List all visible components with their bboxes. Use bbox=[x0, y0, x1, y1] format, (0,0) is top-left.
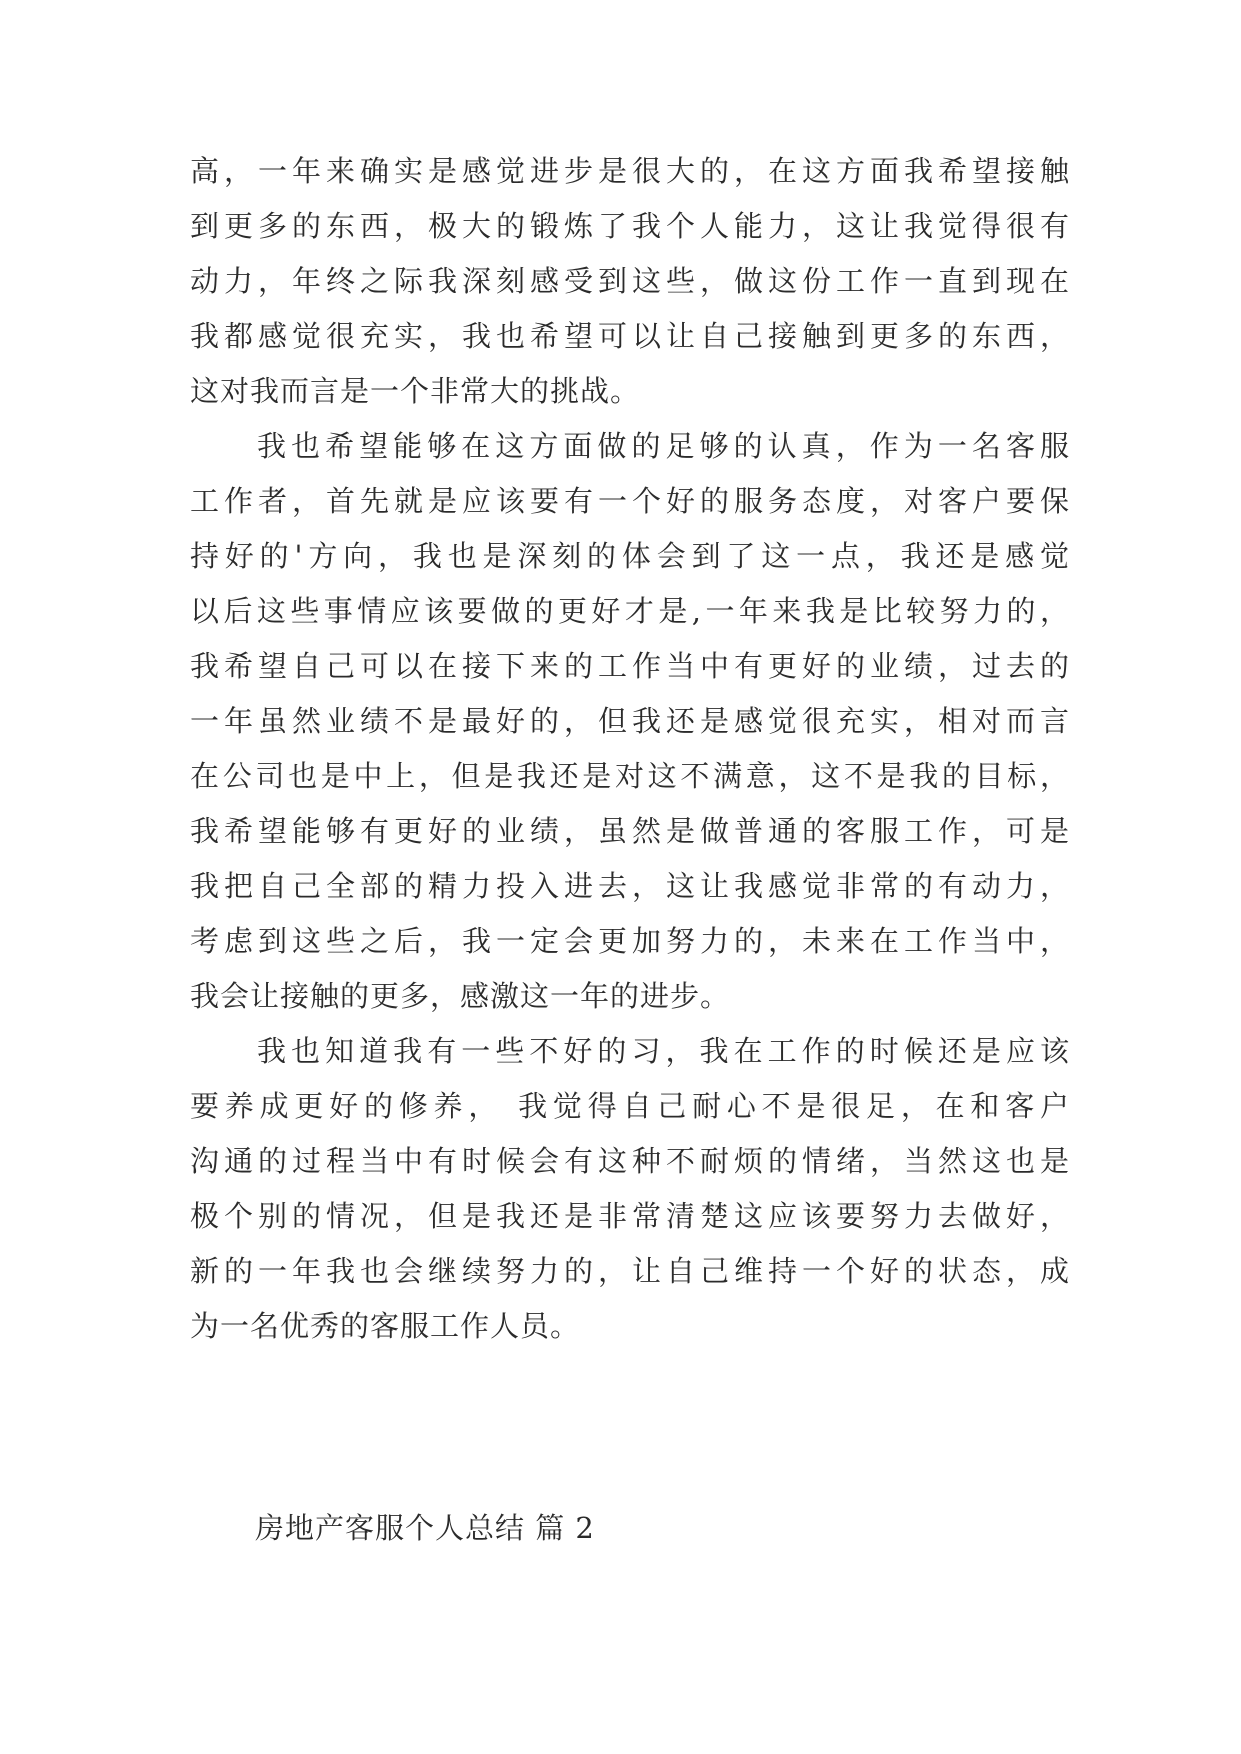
paragraph-line: 到更多的东西，极大的锻炼了我个人能力，这让我觉得很有 bbox=[190, 209, 1070, 243]
paragraph-line: 这对我而言是一个非常大的挑战。 bbox=[190, 374, 641, 408]
paragraph-line: 我也希望能够在这方面做的足够的认真，作为一名客服 bbox=[257, 429, 1070, 463]
paragraph-line: 工作者，首先就是应该要有一个好的服务态度，对客户要保 bbox=[190, 484, 1070, 518]
paragraph-line: 我会让接触的更多，感激这一年的进步。 bbox=[190, 979, 731, 1013]
paragraph-line: 我希望能够有更好的业绩，虽然是做普通的客服工作，可是 bbox=[190, 814, 1070, 848]
paragraph-line: 要养成更好的修养， 我觉得自己耐心不是很足，在和客户 bbox=[190, 1089, 1070, 1123]
paragraph-line: 持好的'方向，我也是深刻的体会到了这一点，我还是感觉 bbox=[190, 539, 1070, 573]
paragraph-line: 以后这些事情应该要做的更好才是,一年来我是比较努力的， bbox=[190, 594, 1070, 628]
paragraph-line: 沟通的过程当中有时候会有这种不耐烦的情绪，当然这也是 bbox=[190, 1144, 1070, 1178]
paragraph-line: 为一名优秀的客服工作人员。 bbox=[190, 1309, 581, 1343]
paragraph-line: 新的一年我也会继续努力的，让自己维持一个好的状态，成 bbox=[190, 1254, 1070, 1288]
paragraph-line: 极个别的情况，但是我还是非常清楚这应该要努力去做好， bbox=[190, 1199, 1070, 1233]
paragraph-line: 我也知道我有一些不好的习，我在工作的时候还是应该 bbox=[257, 1034, 1070, 1068]
paragraph-line: 一年虽然业绩不是最好的，但我还是感觉很充实，相对而言 bbox=[190, 704, 1070, 738]
paragraph-line: 考虑到这些之后，我一定会更加努力的，未来在工作当中， bbox=[190, 924, 1070, 958]
paragraph-line: 动力，年终之际我深刻感受到这些，做这份工作一直到现在 bbox=[190, 264, 1070, 298]
paragraph-line: 高，一年来确实是感觉进步是很大的，在这方面我希望接触 bbox=[190, 154, 1070, 188]
paragraph-line: 我希望自己可以在接下来的工作当中有更好的业绩，过去的 bbox=[190, 649, 1070, 683]
section-heading: 房地产客服个人总结 篇 2 bbox=[255, 1511, 595, 1545]
paragraph-line: 我都感觉很充实，我也希望可以让自己接触到更多的东西， bbox=[190, 319, 1070, 353]
paragraph-line: 在公司也是中上，但是我还是对这不满意，这不是我的目标， bbox=[190, 759, 1070, 793]
paragraph-line: 我把自己全部的精力投入进去，这让我感觉非常的有动力， bbox=[190, 869, 1070, 903]
